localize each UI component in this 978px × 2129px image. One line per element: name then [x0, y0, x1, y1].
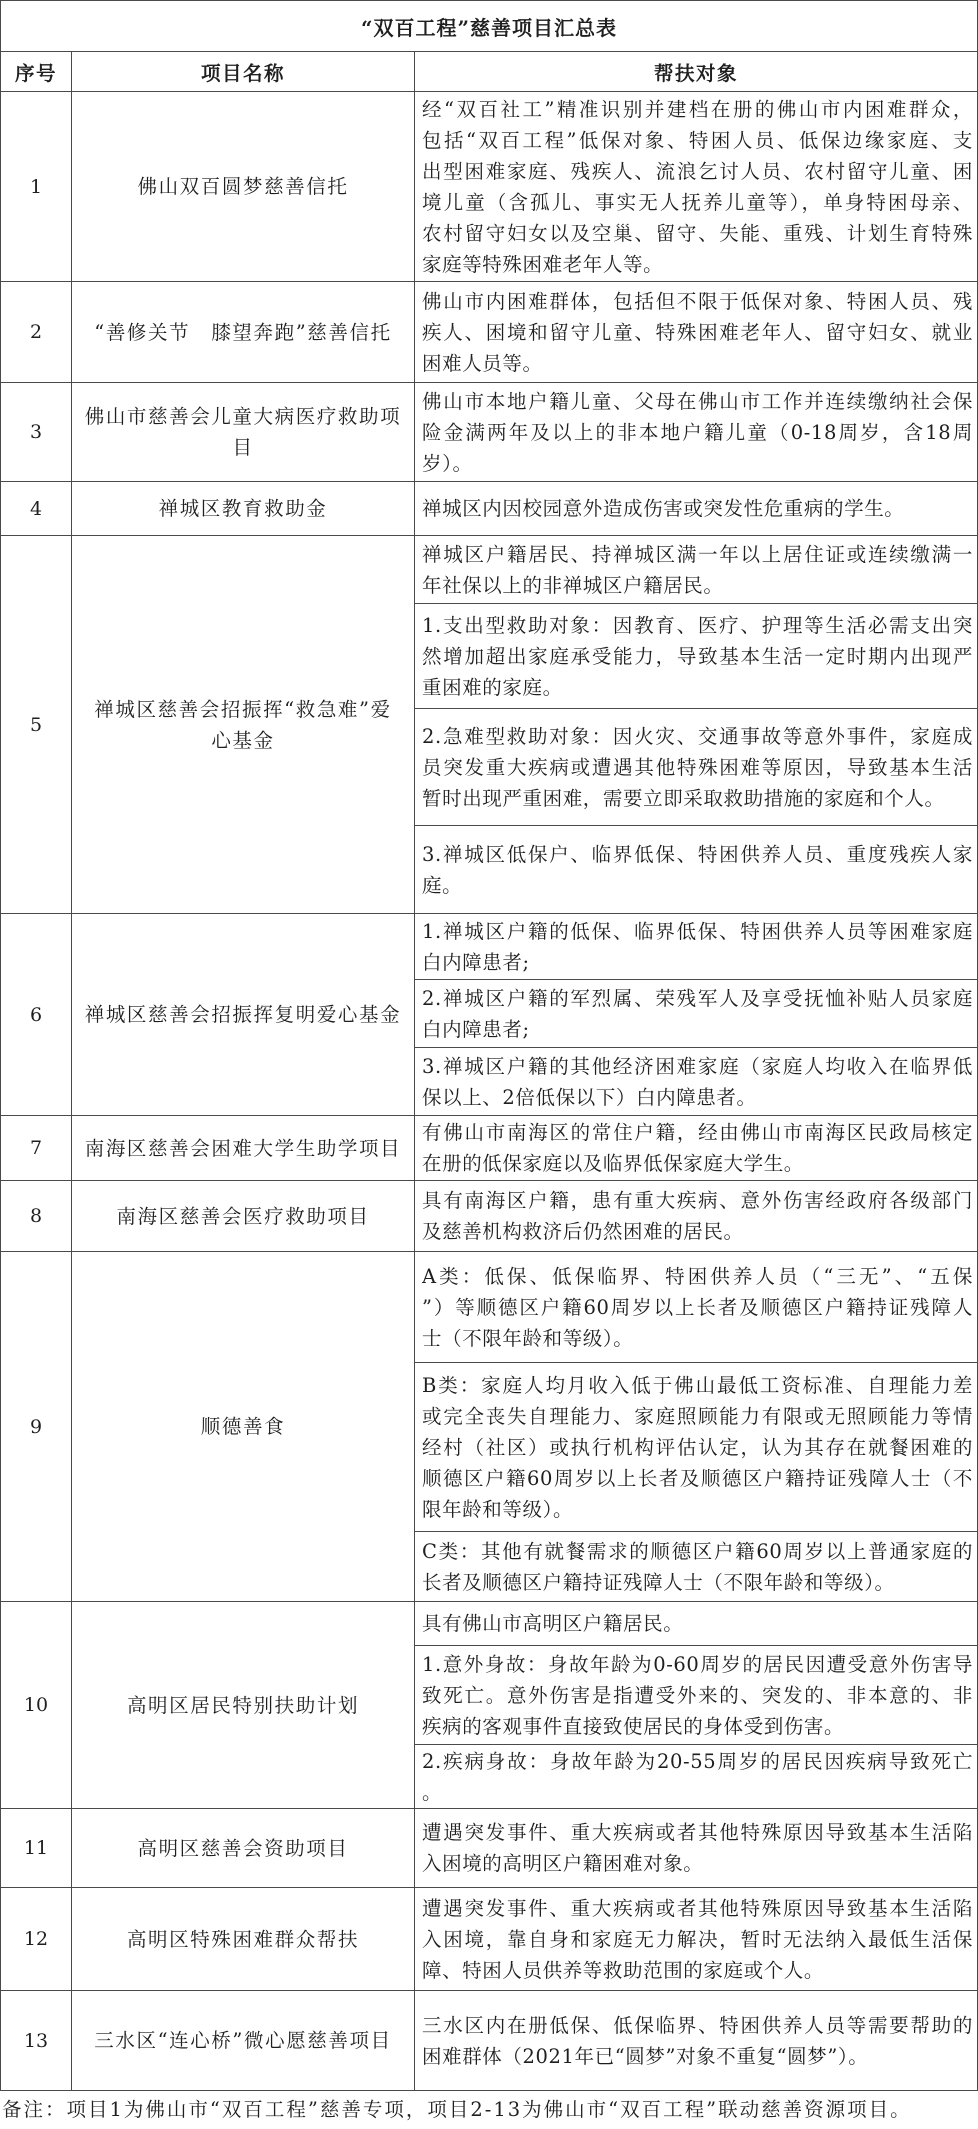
- target-line: A类：低保、低保临界、特困供养人员（“三无”、“五保: [422, 1264, 973, 1288]
- target-line: 1.意外身故：身故年龄为0-60周岁的居民因遭受意外伤害导: [422, 1652, 973, 1676]
- row-number: 3: [1, 383, 71, 481]
- target-line: 遭遇突发事件、重大疾病或者其他特殊原因导致基本生活陷: [422, 1896, 973, 1920]
- row-number: 10: [1, 1602, 71, 1808]
- target-cell: [415, 826, 977, 913]
- target-line: 及慈善机构救济后仍然困难的居民。: [422, 1220, 744, 1243]
- project-name: 顺德善食: [72, 1252, 414, 1601]
- target-line: 遭遇突发事件、重大疾病或者其他特殊原因导致基本生活陷: [422, 1821, 973, 1844]
- target-cell: [415, 1888, 977, 1990]
- target-paragraph: [422, 386, 973, 479]
- target-line: ”）等顺德区户籍60周岁以上长者及顺德区户籍持证残障人: [422, 1295, 973, 1319]
- row-number: 2: [1, 282, 71, 382]
- table-title: “双百工程”慈善项目汇总表: [1, 1, 977, 51]
- target-cell: [415, 1116, 977, 1180]
- target-line: 经“双百社工”精准识别并建档在册的佛山市内困难群众，: [422, 97, 973, 121]
- header-no: 序号: [1, 52, 71, 91]
- target-line: 疾人、困境和留守儿童、特殊困难老年人、留守妇女、就业: [422, 320, 973, 344]
- row-number: 11: [1, 1809, 71, 1887]
- target-paragraph: [422, 493, 973, 524]
- target-cell: [415, 1532, 977, 1601]
- target-line: 庭。: [422, 873, 463, 897]
- target-line: 或完全丧失自理能力、家庭照顾能力有限或无照顾能力等情: [422, 1404, 973, 1428]
- target-paragraph: [422, 1746, 973, 1808]
- target-line: 具有南海区户籍，患有重大疾病、意外伤害经政府各级部门: [422, 1189, 973, 1212]
- project-name: 高明区特殊困难群众帮扶: [72, 1888, 414, 1990]
- target-line: 经村（社区）或执行机构评估认定，认为其存在就餐困难的: [422, 1435, 973, 1459]
- project-name: 三水区“连心桥”微心愿慈善项目: [72, 1991, 414, 2090]
- target-line: 白内障患者;: [422, 1017, 530, 1041]
- target-line: 境儿童（含孤儿、事实无人抚养儿童等），单身特困母亲、: [422, 190, 973, 214]
- target-line: 困难人员等。: [422, 351, 543, 375]
- target-line: 致死亡。意外伤害是指遭受外来的、突发的、非本意的、非: [422, 1683, 973, 1707]
- target-line: 入困境的高明区户籍困难对象。: [422, 1852, 704, 1875]
- target-cell: [415, 1252, 977, 1362]
- row-number: 12: [1, 1888, 71, 1990]
- target-paragraph: [422, 1608, 973, 1639]
- target-line: 。: [422, 1780, 443, 1804]
- target-cell: [415, 1602, 977, 1645]
- target-line: 3.禅城区户籍的其他经济困难家庭（家庭人均收入在临界低: [422, 1054, 973, 1078]
- target-cell: [415, 536, 977, 603]
- target-line: 佛山市内困难群体，包括但不限于低保对象、特困人员、残: [422, 289, 973, 313]
- project-name: 高明区慈善会资助项目: [72, 1809, 414, 1887]
- target-cell: [415, 1048, 977, 1115]
- target-paragraph: [422, 721, 973, 814]
- target-paragraph: [422, 839, 973, 901]
- project-name: 禅城区教育救助金: [72, 482, 414, 535]
- target-paragraph: [422, 610, 973, 703]
- target-paragraph: [422, 94, 973, 280]
- target-line: B类：家庭人均月收入低于佛山最低工资标准、自理能力差: [422, 1373, 973, 1397]
- header-name: 项目名称: [72, 52, 414, 91]
- target-line: 包括“双百工程”低保对象、特困人员、低保边缘家庭、支: [422, 128, 973, 152]
- target-paragraph: [422, 1117, 973, 1179]
- project-name: “善修关节 膝望奔跑”慈善信托: [72, 282, 414, 382]
- target-paragraph: [422, 286, 973, 379]
- target-line: 禅城区户籍居民、持禅城区满一年以上居住证或连续缴满一: [422, 542, 973, 566]
- target-line: 1.支出型救助对象：因教育、医疗、护理等生活必需支出突: [422, 613, 973, 637]
- target-line: 疾病的客观事件直接致使居民的身体受到伤害。: [422, 1714, 845, 1738]
- target-cell: [415, 92, 977, 281]
- project-name: 高明区居民特别扶助计划: [72, 1602, 414, 1808]
- target-line: 险金满两年及以上的非本地户籍儿童（0-18周岁，含18周: [422, 420, 973, 444]
- target-line: 在册的低保家庭以及临界低保家庭大学生。: [422, 1152, 804, 1175]
- target-line: 家庭等特殊困难老年人等。: [422, 252, 664, 276]
- target-line: 具有佛山市高明区户籍居民。: [422, 1612, 684, 1635]
- target-cell: [415, 1745, 977, 1808]
- target-line: 员突发重大疾病或遭遇其他特殊困难等原因，导致基本生活: [422, 755, 973, 779]
- target-paragraph: [422, 1261, 973, 1354]
- project-name: 佛山市慈善会儿童大病医疗救助项 目: [72, 383, 414, 481]
- target-line: 困难群体（2021年已“圆梦”对象不重复“圆梦”）。: [422, 2044, 869, 2068]
- target-line: 顺德区户籍60周岁以上长者及顺德区户籍持证残障人士（不: [422, 1466, 973, 1490]
- target-cell: [415, 709, 977, 825]
- target-cell: [415, 282, 977, 382]
- target-line: 2.急难型救助对象：因火灾、交通事故等意外事件，家庭成: [422, 724, 973, 748]
- project-name: 南海区慈善会困难大学生助学项目: [72, 1116, 414, 1180]
- target-line: 年社保以上的非禅城区户籍居民。: [422, 573, 724, 597]
- row-number: 13: [1, 1991, 71, 2090]
- target-paragraph: [422, 539, 973, 601]
- target-line: 障、特困人员供养等救助范围的家庭或个人。: [422, 1958, 825, 1982]
- row-number: 1: [1, 92, 71, 281]
- target-line: 有佛山市南海区的常住户籍，经由佛山市南海区民政局核定: [422, 1121, 973, 1144]
- target-line: 1.禅城区户籍的低保、临界低保、特困供养人员等困难家庭: [422, 919, 973, 943]
- target-cell: [415, 383, 977, 481]
- target-line: 白内障患者;: [422, 950, 530, 974]
- target-line: 重困难的家庭。: [422, 675, 563, 699]
- project-name: 禅城区慈善会招振挥复明爱心基金: [72, 914, 414, 1115]
- target-line: 禅城区内因校园意外造成伤害或突发性危重病的学生。: [422, 497, 905, 520]
- target-line: 3.禅城区低保户、临界低保、特困供养人员、重度残疾人家: [422, 842, 973, 866]
- target-cell: [415, 1991, 977, 2090]
- target-paragraph: [422, 1051, 973, 1113]
- target-line: 入困境，靠自身和家庭无力解决，暂时无法纳入最低生活保: [422, 1927, 973, 1951]
- target-paragraph: [422, 1536, 973, 1598]
- header-target: 帮扶对象: [415, 52, 977, 91]
- target-line: 岁）。: [422, 451, 473, 475]
- target-cell: [415, 482, 977, 535]
- row-number: 5: [1, 536, 71, 913]
- target-paragraph: [422, 983, 973, 1045]
- target-line: 然增加超出家庭承受能力，导致基本生活一定时期内出现严: [422, 644, 973, 668]
- target-paragraph: [422, 1185, 973, 1247]
- target-cell: [415, 980, 977, 1047]
- target-line: 限年龄和等级）。: [422, 1497, 574, 1521]
- target-cell: [415, 1181, 977, 1251]
- project-name: 禅城区慈善会招振挥“救急难”爱 心基金: [72, 536, 414, 913]
- target-line: 2.禅城区户籍的军烈属、荣残军人及享受抚恤补贴人员家庭: [422, 986, 973, 1010]
- footnote: 备注：项目1为佛山市“双百工程”慈善专项，项目2-13为佛山市“双百工程”联动慈善资源项目。: [2, 2098, 912, 2121]
- target-paragraph: [422, 1817, 973, 1879]
- target-line: 出型困难家庭、残疾人、流浪乞讨人员、农村留守儿童、困: [422, 159, 973, 183]
- target-cell: [415, 1363, 977, 1531]
- target-line: 暂时出现严重困难，需要立即采取救助措施的家庭和个人。: [422, 786, 945, 810]
- target-cell: [415, 1809, 977, 1887]
- target-paragraph: [422, 1370, 973, 1525]
- row-number: 8: [1, 1181, 71, 1251]
- target-line: 长者及顺德区户籍持证残障人士（不限年龄和等级）。: [422, 1570, 895, 1594]
- row-number: 7: [1, 1116, 71, 1180]
- target-cell: [415, 604, 977, 708]
- target-cell: [415, 914, 977, 979]
- target-line: 农村留守妇女以及空巢、留守、失能、重残、计划生育特殊: [422, 221, 973, 245]
- target-line: 保以上、2倍低保以下）白内障患者。: [422, 1085, 757, 1109]
- target-paragraph: [422, 1893, 973, 1986]
- row-number: 9: [1, 1252, 71, 1601]
- row-number: 4: [1, 482, 71, 535]
- project-name: 南海区慈善会医疗救助项目: [72, 1181, 414, 1251]
- project-name: 佛山双百圆梦慈善信托: [72, 92, 414, 281]
- target-line: C类：其他有就餐需求的顺德区户籍60周岁以上普通家庭的: [422, 1539, 973, 1563]
- target-line: 三水区内在册低保、低保临界、特困供养人员等需要帮助的: [422, 2013, 973, 2037]
- target-paragraph: [422, 916, 973, 978]
- target-line: 2.疾病身故：身故年龄为20-55周岁的居民因疾病导致死亡: [422, 1749, 973, 1773]
- row-number: 6: [1, 914, 71, 1115]
- target-paragraph: [422, 2010, 973, 2072]
- target-line: 士（不限年龄和等级）。: [422, 1326, 634, 1350]
- target-line: 佛山市本地户籍儿童、父母在佛山市工作并连续缴纳社会保: [422, 389, 973, 413]
- target-paragraph: [422, 1649, 973, 1742]
- target-cell: [415, 1646, 977, 1744]
